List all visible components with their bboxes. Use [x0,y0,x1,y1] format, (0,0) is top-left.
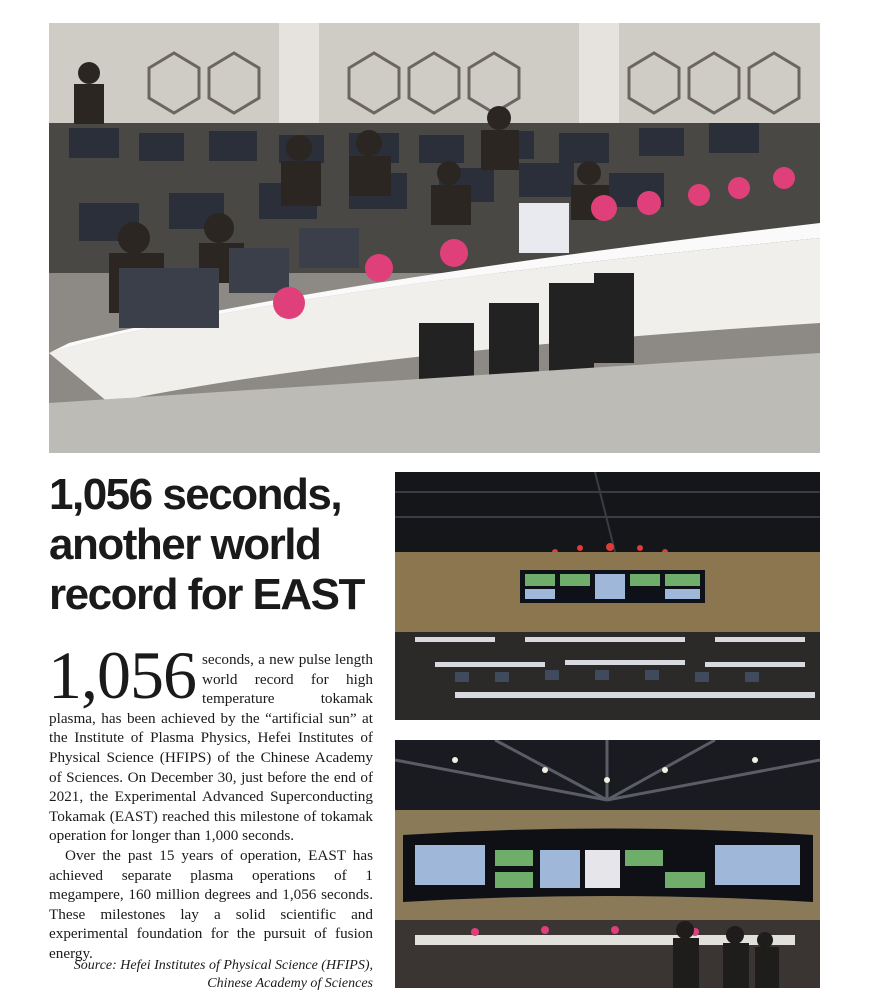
headline-line-1: 1,056 seconds, [49,470,342,519]
drop-cap: 1,056 [48,637,196,713]
paragraph-1-text: seconds, a new pulse length world record for high temperature tokamak plasma, has been achieved by the “artificial sun” at the Institute of Plasma Physics, Hefei Institutes of Physical Science (HFIPS) of the Chinese Academy of Sciences. On December 30, just before the end of 2021, the Experimental Advanced Superconducting Tokamak (EAST) reached this milestone of tokamak operation for longer than 1,000 seconds. [49,651,373,845]
source-line-1: Source: Hefei Institutes of Physical Science (HFIPS), [73,958,373,973]
control-room-photo-middle [395,472,820,720]
headline-line-3: record for EAST [49,570,364,619]
control-room-photo-bottom [395,740,820,988]
article-paragraph-2: Over the past 15 years of operation, EAST has achieved separate plasma operations of 1 megampere, 160 million degrees and 1,056 seconds. These milestones lay a solid scientific and experimental foundation for the pursuit of fusion energy. [49,846,373,962]
control-room-photo-top [49,23,820,453]
headline-line-2: another world [49,520,321,569]
source-line-2: Chinese Academy of Sciences [207,976,373,991]
article-body [48,637,373,964]
headline [49,470,379,620]
article-paragraph-1 [48,637,373,846]
source-credit [43,957,373,993]
